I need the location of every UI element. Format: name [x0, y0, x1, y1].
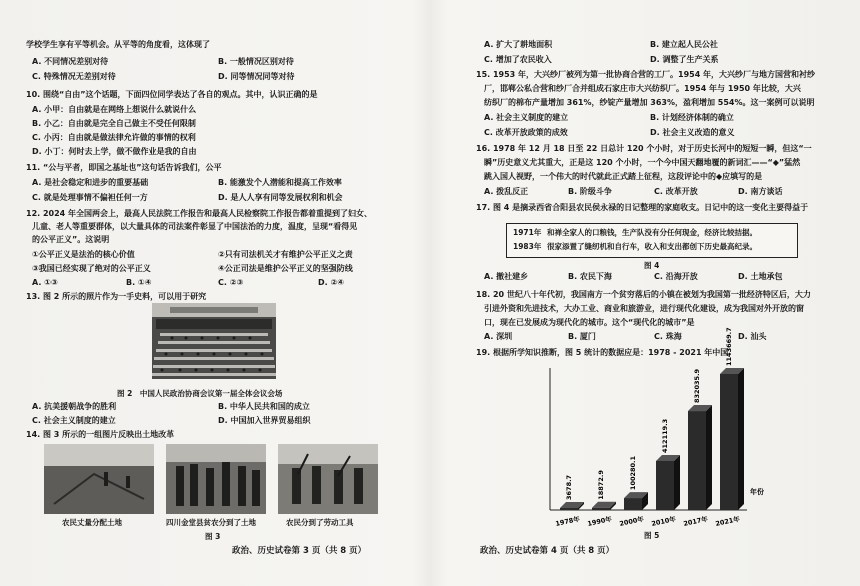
bar-value-label: 18872.9: [597, 470, 605, 500]
q9-option-d: D. 同等情况同等对待: [218, 72, 295, 81]
bar-side-2017年: [706, 405, 712, 510]
q16-option-c: C. 改革开放: [654, 187, 698, 196]
category-tick-label: 2010年: [650, 515, 677, 528]
q13-stem: 13. 图 2 所示的照片作为一手史料，可以用于研究: [26, 292, 207, 301]
q17-option-c: C. 沿海开放: [654, 272, 698, 281]
q11-option-d: D. 是人人享有同等发展权利和机会: [218, 193, 343, 202]
fig2-hall-image: [152, 303, 276, 379]
q13-option-d: D. 中国加入世界贸易组织: [218, 416, 311, 425]
q12-line3: 的公平正义”。这说明: [32, 235, 110, 244]
q9-option-c: C. 特殊情况无差别对待: [32, 72, 116, 81]
q13-option-a: A. 抗美援朝战争的胜利: [32, 402, 117, 411]
bar-2021年: [720, 374, 738, 510]
fig3-caption-1: 农民丈量分配土地: [62, 518, 122, 527]
q18-line3: 口，现在已发展成为现代化的城市。这个“现代化的城市”是: [484, 318, 695, 327]
q18-line2: 引进外资和先进技术，大办工业、商业和旅游业，进行现代化建设，成为我国对外开放的窗: [484, 304, 804, 313]
bar-value-label: 100280.1: [629, 455, 637, 491]
q10-option-a: A. 小甲：自由就是在网络上想说什么就说什么: [32, 105, 197, 114]
x-axis-label: 年份: [750, 488, 764, 496]
fig3-photo-1: [44, 444, 154, 514]
bar-value-label: 3678.7: [565, 474, 573, 500]
q10-option-c: C. 小丙：自由就是做法律允许做的事情的权利: [32, 133, 196, 142]
fig4-row2-text: 很家添置了缝纫机和自行车，收入和支出都创下历史最高纪录。: [547, 242, 757, 251]
q17-option-b: B. 农民下海: [568, 272, 612, 281]
q14-stem: 14. 图 3 所示的一组图片反映出土地改革: [26, 430, 175, 439]
q18-option-b: B. 厦门: [568, 332, 596, 341]
bar-value-label: 1143669.7: [725, 327, 733, 366]
q12-line1: 12. 2024 年全国两会上，最高人民法院工作报告和最高人民检察院工作报告都着重提到了妇女、: [26, 209, 373, 218]
q16-option-d: D. 南方谈话: [738, 187, 783, 196]
q15-option-b: B. 计划经济体制的确立: [650, 113, 734, 122]
fig5-label: 图 5: [644, 531, 660, 540]
q14-option-b: B. 建立起人民公社: [650, 40, 718, 49]
q12-option-d: D. ②④: [318, 278, 345, 287]
q17-option-d: D. 土地承包: [738, 272, 783, 281]
right-footer: 政治、历史试卷第 4 页（共 8 页）: [480, 546, 615, 556]
q10-option-b: B. 小乙：自由就是完全自己做主不受任何限制: [32, 119, 196, 128]
category-tick-label: 2017年: [682, 515, 709, 528]
q18-option-a: A. 深圳: [484, 332, 513, 341]
bar-1978年: [560, 508, 578, 510]
q11-option-a: A. 是社会稳定和进步的重要基础: [32, 178, 149, 187]
q10-option-d: D. 小丁：何时去上学，做不做作业是我的自由: [32, 147, 197, 156]
fig4-row2-year: 1983年: [513, 242, 542, 251]
bar-value-label: 832035.9: [693, 368, 701, 404]
q19-stem: 19. 根据所学知识推断，图 5 统计的数据应是：1978 - 2021 年中国: [476, 348, 729, 357]
q11-stem: 11. “公与平者，即国之基址也”这句话告诉我们，公平: [26, 163, 222, 172]
q16-line1: 16. 1978 年 12 月 18 日至 22 日总计 120 个小时，对于历史长河中的短短一瞬，但这“一: [476, 144, 812, 153]
q12-option-c: C. ②③: [218, 278, 244, 287]
left-footer: 政治、历史试卷第 3 页（共 8 页）: [232, 546, 367, 556]
q12-item-2: ②只有司法机关才有维护公平正义之责: [218, 250, 353, 259]
q17-stem: 17. 图 4 是摘录西省合阳县农民侯永禄的日记整理的家庭收支。日记中的这一变化主要得益于: [476, 203, 809, 212]
q9-option-a: A. 不同情况差别对待: [32, 57, 109, 66]
category-tick-label: 1978年: [554, 515, 581, 528]
fig3-tools-image: [278, 444, 378, 514]
q13-option-c: C. 社会主义制度的建立: [32, 416, 116, 425]
q16-line2: 瞬”历史意义尤其重大，正是这 120 个小时，一个今中国天翻地覆的新词汇——“◆”猛然: [484, 158, 801, 167]
category-tick-label: 2021年: [714, 515, 741, 528]
bar-2000年: [624, 498, 642, 510]
q10-stem: 10. 围绕“自由”这个话题，下面四位同学表达了各自的观点。其中，认识正确的是: [26, 90, 318, 99]
bar-side-2021年: [738, 368, 744, 510]
q14-option-a: A. 扩大了耕地面积: [484, 40, 553, 49]
q16-line3: 跳入国人视野，一个伟大的时代就此正式踏上征程，这段评论中的◆应填写的是: [484, 172, 763, 181]
q17-option-a: A. 撤社建乡: [484, 272, 529, 281]
q14-option-c: C. 增加了农民收入: [484, 55, 552, 64]
q16-option-b: B. 阶级斗争: [568, 187, 612, 196]
q15-line3: 纺织厂的棉布产量增加 361%，纱锭产量增加 363%，盈利增加 554%。这一案例可以说明: [484, 98, 815, 107]
q12-item-4: ④公正司法是维护公平正义的坚强防线: [218, 264, 353, 273]
fig2-caption: 图 2 中国人民政治协商会议第一届全体会议会场: [117, 389, 283, 398]
q15-option-c: C. 改革开放政策的成效: [484, 128, 568, 137]
q15-line2: 厂，邯郸公私合营和纱厂合并组成石家庄市大兴纺织厂。1954 年与 1950 年比较，大兴: [484, 84, 801, 93]
q16-option-a: A. 拨乱反正: [484, 187, 529, 196]
q14-option-d: D. 调整了生产关系: [650, 55, 719, 64]
fig4-diary-box: [506, 223, 798, 258]
q11-option-c: C. 就是处理事情不偏袒任何一方: [32, 193, 148, 202]
q9-option-b: B. 一般情况区别对待: [218, 57, 294, 66]
q12-option-a: A. ①③: [32, 278, 58, 287]
q18-option-c: C. 珠海: [654, 332, 682, 341]
q12-item-1: ①公平正义是法治的核心价值: [32, 250, 135, 259]
category-tick-label: 2000年: [618, 515, 645, 528]
q11-option-b: B. 能激发个人潜能和提高工作效率: [218, 178, 342, 187]
q12-option-b: B. ①④: [126, 278, 152, 287]
q15-line1: 15. 1953 年，大兴纱厂被列为第一批协商合营的工厂。1954 年，大兴纱厂与地方国营和衬纱: [476, 70, 816, 79]
q15-option-d: D. 社会主义改造的意义: [650, 128, 735, 137]
fig3-field-image: [44, 444, 154, 514]
fig3-people-image: [166, 444, 266, 514]
fig3-photo-2: [166, 444, 266, 514]
fig3-caption-3: 农民分到了劳动工具: [286, 518, 354, 527]
q13-option-b: B. 中华人民共和国的成立: [218, 402, 310, 411]
fig4-row1-text: 和禅全家人的口粮钱，生产队没有分任何现金，经济比较拮据。: [547, 228, 757, 237]
q12-line2: 儿童、老人等重要群体，以大量具体的司法案件彰显了中国法治的力度，温度，呈现“看得见: [32, 222, 358, 231]
fig2-photo: [152, 303, 276, 379]
category-tick-label: 1990年: [586, 515, 613, 528]
bar-1990年: [592, 508, 610, 510]
bar-side-2010年: [674, 455, 680, 510]
bar-value-label: 412119.3: [661, 418, 669, 453]
fig3-label: 图 3: [205, 532, 221, 541]
q15-option-a: A. 社会主义制度的建立: [484, 113, 569, 122]
q12-item-3: ③我国已经实现了绝对的公平正义: [32, 264, 151, 273]
q9-tail: 学校学生享有平等机会。从平等的角度看，这体现了: [26, 40, 210, 49]
q18-option-d: D. 汕头: [738, 332, 767, 341]
fig3-photo-3: [278, 444, 378, 514]
bar-2017年: [688, 411, 706, 510]
fig4-row1-year: 1971年: [513, 228, 542, 237]
bar-2010年: [656, 461, 674, 510]
q18-line1: 18. 20 世纪八十年代初，我国南方一个贫穷落后的小镇在被划为我国第一批经济特区后，大力: [476, 290, 811, 299]
fig3-caption-2: 四川金堂县贫农分到了土地: [166, 518, 256, 527]
fig4-label: 图 4: [644, 261, 660, 270]
